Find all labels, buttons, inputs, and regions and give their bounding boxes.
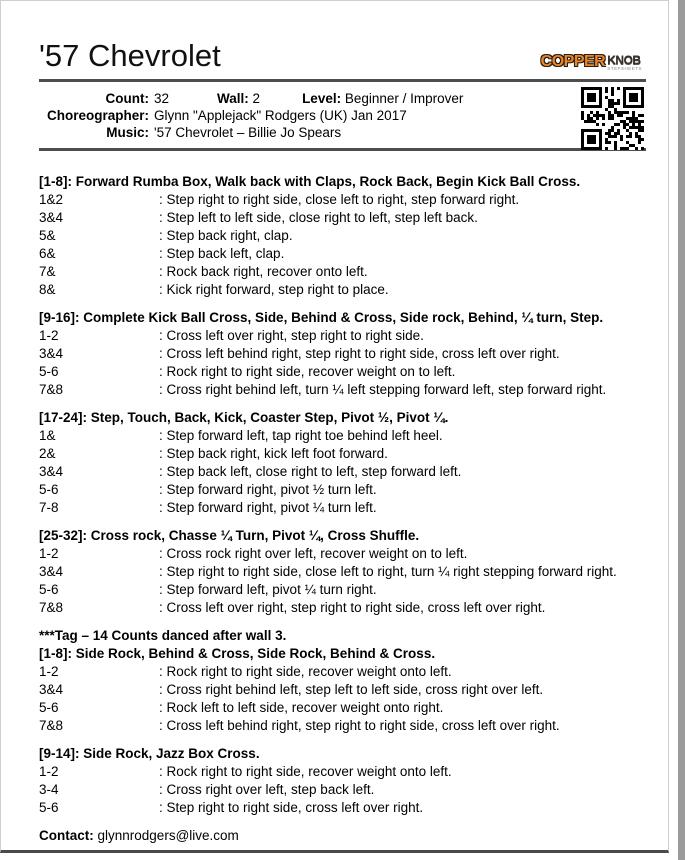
step-count: 6& <box>39 246 56 261</box>
step-description: : Step right to right side, close left to right, step forward right. <box>159 192 520 207</box>
step-row <box>39 781 646 799</box>
dance-section <box>39 409 646 517</box>
step-row <box>39 327 646 345</box>
section-header: [25-32]: Cross rock, Chasse ¼ Turn, Pivot ¼, Cross Shuffle. <box>39 528 420 543</box>
step-description: : Step forward left, pivot ¼ turn right. <box>159 582 377 597</box>
step-description: : Cross left behind right, step right to right side, cross left over right. <box>159 346 560 361</box>
count-row-values <box>154 90 646 107</box>
step-description: : Step left to left side, close right to left, step left back. <box>159 210 478 225</box>
step-count: 7& <box>39 264 56 279</box>
step-row <box>39 545 646 563</box>
count-label: Count: <box>105 91 149 106</box>
step-row <box>39 681 646 699</box>
level-label: Level: <box>302 91 342 106</box>
count-value: 32 <box>154 91 170 106</box>
step-count: 3&4 <box>39 210 64 225</box>
step-row <box>39 263 646 281</box>
step-description: : Step back left, clap. <box>159 246 285 261</box>
step-row <box>39 445 646 463</box>
step-row <box>39 799 646 817</box>
copperknob-logo <box>541 54 642 71</box>
step-count: 5-6 <box>39 800 59 815</box>
step-row <box>39 209 646 227</box>
dance-section <box>39 309 646 399</box>
step-count: 7&8 <box>39 382 64 397</box>
step-row <box>39 427 646 445</box>
step-count: 1-2 <box>39 664 59 679</box>
logo-knob-block <box>607 54 642 71</box>
step-count: 1-2 <box>39 546 59 561</box>
step-count: 3&4 <box>39 682 64 697</box>
step-description: : Cross right over left, step back left. <box>159 782 375 797</box>
step-description: : Rock back right, recover onto left. <box>159 264 368 279</box>
step-row <box>39 363 646 381</box>
step-row <box>39 381 646 399</box>
dance-section <box>39 745 646 817</box>
step-description: : Cross rock right over left, recover weight on to left. <box>159 546 468 561</box>
step-description: : Step forward right, pivot ¼ turn left. <box>159 500 377 515</box>
meta-divider <box>39 148 646 151</box>
step-description: : Cross left behind right, step right to right side, cross left over right. <box>159 718 560 733</box>
step-description: : Cross right behind left, turn ¼ left stepping forward left, step forward right. <box>159 382 607 397</box>
step-row <box>39 663 646 681</box>
step-row <box>39 281 646 299</box>
step-count: 1&2 <box>39 192 64 207</box>
step-count: 3-4 <box>39 782 59 797</box>
step-description: : Step back right, clap. <box>159 228 293 243</box>
step-count: 3&4 <box>39 346 64 361</box>
step-description: : Rock right to right side, recover weight onto left. <box>159 664 452 679</box>
step-row <box>39 763 646 781</box>
step-description: : Cross left over right, step right to right side, cross left over right. <box>159 600 546 615</box>
step-count: 1-2 <box>39 328 59 343</box>
step-row <box>39 563 646 581</box>
scrollbar[interactable] <box>678 0 685 860</box>
contact-label: Contact: <box>39 828 94 843</box>
step-description: : Step back left, close right to left, step forward left. <box>159 464 462 479</box>
step-description: : Cross left over right, step right to right side. <box>159 328 424 343</box>
section-header: [1-8]: Side Rock, Behind & Cross, Side Rock, Behind & Cross. <box>39 646 436 661</box>
music-label: Music: <box>106 125 149 140</box>
step-description: : Rock left to left side, recover weight onto right. <box>159 700 444 715</box>
level-value: Beginner / Improver <box>344 91 464 106</box>
step-count: 2& <box>39 446 56 461</box>
logo-tagline: STEPSHEETS <box>607 66 642 71</box>
step-row <box>39 191 646 209</box>
step-row <box>39 345 646 363</box>
contact-line <box>39 827 646 845</box>
logo-copper-text: COPPER <box>540 53 606 70</box>
page-content <box>1 1 668 845</box>
section-header: [1-8]: Forward Rumba Box, Walk back with Claps, Rock Back, Begin Kick Ball Cross. <box>39 174 581 189</box>
dance-section <box>39 173 646 299</box>
step-row <box>39 227 646 245</box>
step-description: : Step forward right, pivot ½ turn left. <box>159 482 377 497</box>
section-header: [17-24]: Step, Touch, Back, Kick, Coaster Step, Pivot ½, Pivot ¼. <box>39 410 449 425</box>
step-description: : Step forward left, tap right toe behind left heel. <box>159 428 443 443</box>
choreographer-value: Glynn "Applejack" Rodgers (UK) Jan 2017 <box>154 108 407 123</box>
step-count: 5-6 <box>39 482 59 497</box>
step-description: : Step right to right side, cross left over right. <box>159 800 424 815</box>
section-header: [9-16]: Complete Kick Ball Cross, Side, Behind & Cross, Side rock, Behind, ¼ turn, Step. <box>39 310 604 325</box>
step-count: 3&4 <box>39 464 64 479</box>
choreographer-label: Choreographer: <box>46 108 149 123</box>
dance-section <box>39 527 646 617</box>
step-count: 3&4 <box>39 564 64 579</box>
step-description: : Kick right forward, step right to place. <box>159 282 389 297</box>
step-row <box>39 481 646 499</box>
step-count: 8& <box>39 282 56 297</box>
step-count: 1-2 <box>39 764 59 779</box>
step-count: 7&8 <box>39 718 64 733</box>
step-description: : Rock right to right side, recover weight on to left. <box>159 364 456 379</box>
step-row <box>39 463 646 481</box>
section-header: [9-14]: Side Rock, Jazz Box Cross. <box>39 746 260 761</box>
wall-label: Wall: <box>217 91 249 106</box>
step-description: : Rock right to right side, recover weight onto left. <box>159 764 452 779</box>
step-row <box>39 717 646 735</box>
step-count: 7&8 <box>39 600 64 615</box>
step-row <box>39 581 646 599</box>
qr-code <box>581 87 644 150</box>
step-row <box>39 699 646 717</box>
step-row <box>39 499 646 517</box>
page-title: '57 Chevrolet <box>39 38 221 73</box>
wall-value: 2 <box>252 91 261 106</box>
step-description: : Step right to right side, close left to right, turn ¼ right stepping forward right. <box>159 564 617 579</box>
dance-sections <box>39 173 646 817</box>
meta-table <box>39 82 646 148</box>
step-row <box>39 245 646 263</box>
step-row <box>39 599 646 617</box>
step-count: 1& <box>39 428 56 443</box>
step-count: 5-6 <box>39 700 59 715</box>
music-value: '57 Chevrolet – Billie Jo Spears <box>154 125 342 140</box>
tag-note: ***Tag – 14 Counts danced after wall 3. <box>39 628 287 643</box>
step-description: : Cross right behind left, step left to left side, cross right over left. <box>159 682 544 697</box>
step-count: 5-6 <box>39 582 59 597</box>
step-count: 5-6 <box>39 364 59 379</box>
dance-section <box>39 627 646 735</box>
contact-email: glynnrodgers@live.com <box>97 828 239 843</box>
step-count: 7-8 <box>39 500 59 515</box>
logo-knob-text: KNOB <box>607 53 641 67</box>
step-count: 5& <box>39 228 56 243</box>
step-description: : Step back right, kick left foot forward. <box>159 446 388 461</box>
